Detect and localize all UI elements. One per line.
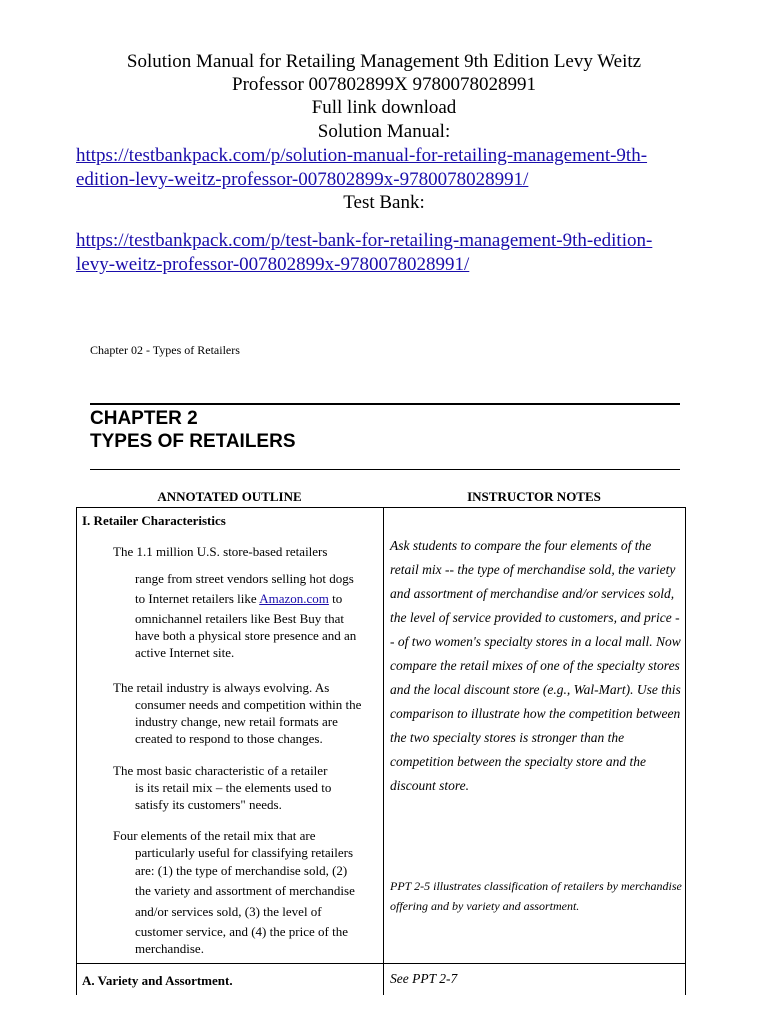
outline-line: and/or services sold, (3) the level of — [135, 904, 322, 919]
outline-line: created to respond to those changes. — [135, 731, 323, 746]
outline-line: the variety and assortment of merchandise — [135, 883, 355, 898]
outline-line: range from street vendors selling hot dogs — [135, 571, 354, 586]
chapter-top-rule — [90, 403, 680, 405]
solution-manual-link-line-2[interactable]: edition-levy-weitz-professor-007802899x-9780078028991/ — [76, 169, 529, 190]
table-column-divider — [383, 507, 384, 995]
full-link-label: Full link download — [311, 97, 457, 118]
chapter-number: CHAPTER 2 — [90, 408, 198, 429]
solution-manual-link-line-1[interactable]: https://testbankpack.com/p/solution-manual-for-retailing-management-9th- — [76, 145, 648, 166]
instructor-note-retail-mix — [390, 534, 682, 798]
outline-line: The most basic characteristic of a retailer — [113, 763, 328, 778]
amazon-link[interactable]: Amazon.com — [259, 591, 329, 606]
test-bank-label: Test Bank: — [343, 192, 425, 213]
outline-line: The retail industry is always evolving. As — [113, 680, 330, 695]
instructor-notes-header: INSTRUCTOR NOTES — [467, 489, 601, 504]
outline-line: consumer needs and competition within the — [135, 697, 362, 712]
outline-line: industry change, new retail formats are — [135, 714, 338, 729]
outline-text: to — [328, 591, 343, 606]
test-bank-link-line-2[interactable]: levy-weitz-professor-007802899x-9780078028991/ — [76, 254, 470, 275]
outline-line: The 1.1 million U.S. store-based retailers — [113, 544, 328, 559]
outline-text: to Internet retailers like — [135, 591, 260, 606]
outline-line: omnichannel retailers like Best Buy that — [135, 611, 345, 626]
table-top-border — [76, 507, 686, 508]
table-left-border — [76, 507, 77, 995]
outline-line: merchandise. — [135, 941, 204, 956]
outline-line: Four elements of the retail mix that are — [113, 828, 316, 843]
outline-line: particularly useful for classifying retailers — [135, 845, 354, 860]
doc-title-line-2: Professor 007802899X 9780078028991 — [232, 74, 536, 95]
outline-line: have both a physical store presence and an — [135, 628, 357, 643]
instructor-note-text: Ask students to compare the four elements of the retail mix -- the type of merchandise sold, the variety and assortment of merchandise and/or services sold, the level of service provided to customers, and price -- of two women's specialty stores in a local mall. Now compare the retail mixes of one of the specialty stores and the local discount store (e.g., Wal-Mart). Use this comparison to illustrate how the competition between the two specialty stores is stronger than the competition between the specialty store and the discount store. — [390, 538, 681, 793]
doc-title-line-1: Solution Manual for Retailing Management 9th Edition Levy Weitz — [126, 51, 642, 72]
chapter-bottom-rule — [90, 469, 680, 470]
instructor-note-ppt-2-7: See PPT 2-7 — [390, 971, 458, 986]
table-row-divider — [76, 963, 686, 964]
outline-line: is its retail mix – the elements used to — [135, 780, 332, 795]
chapter-title: TYPES OF RETAILERS — [90, 431, 296, 452]
running-head: Chapter 02 - Types of Retailers — [90, 343, 240, 357]
table-right-border — [685, 507, 686, 995]
outline-line: are: (1) the type of merchandise sold, (2) — [135, 863, 348, 878]
section-heading-variety-assortment: A. Variety and Assortment. — [82, 973, 233, 988]
annotated-outline-header: ANNOTATED OUTLINE — [157, 489, 302, 504]
outline-line: active Internet site. — [135, 645, 235, 660]
outline-line-amazon — [135, 590, 342, 607]
solution-manual-label: Solution Manual: — [317, 121, 451, 142]
section-heading-retailer-characteristics: I. Retailer Characteristics — [82, 513, 226, 528]
test-bank-link-line-1[interactable]: https://testbankpack.com/p/test-bank-for-retailing-management-9th-edition- — [76, 230, 653, 251]
outline-line: satisfy its customers" needs. — [135, 797, 282, 812]
instructor-note-ppt-2-5: PPT 2-5 illustrates classification of retailers by merchandise offering and by variety and assortment. — [390, 879, 682, 913]
outline-line: customer service, and (4) the price of the — [135, 924, 348, 939]
